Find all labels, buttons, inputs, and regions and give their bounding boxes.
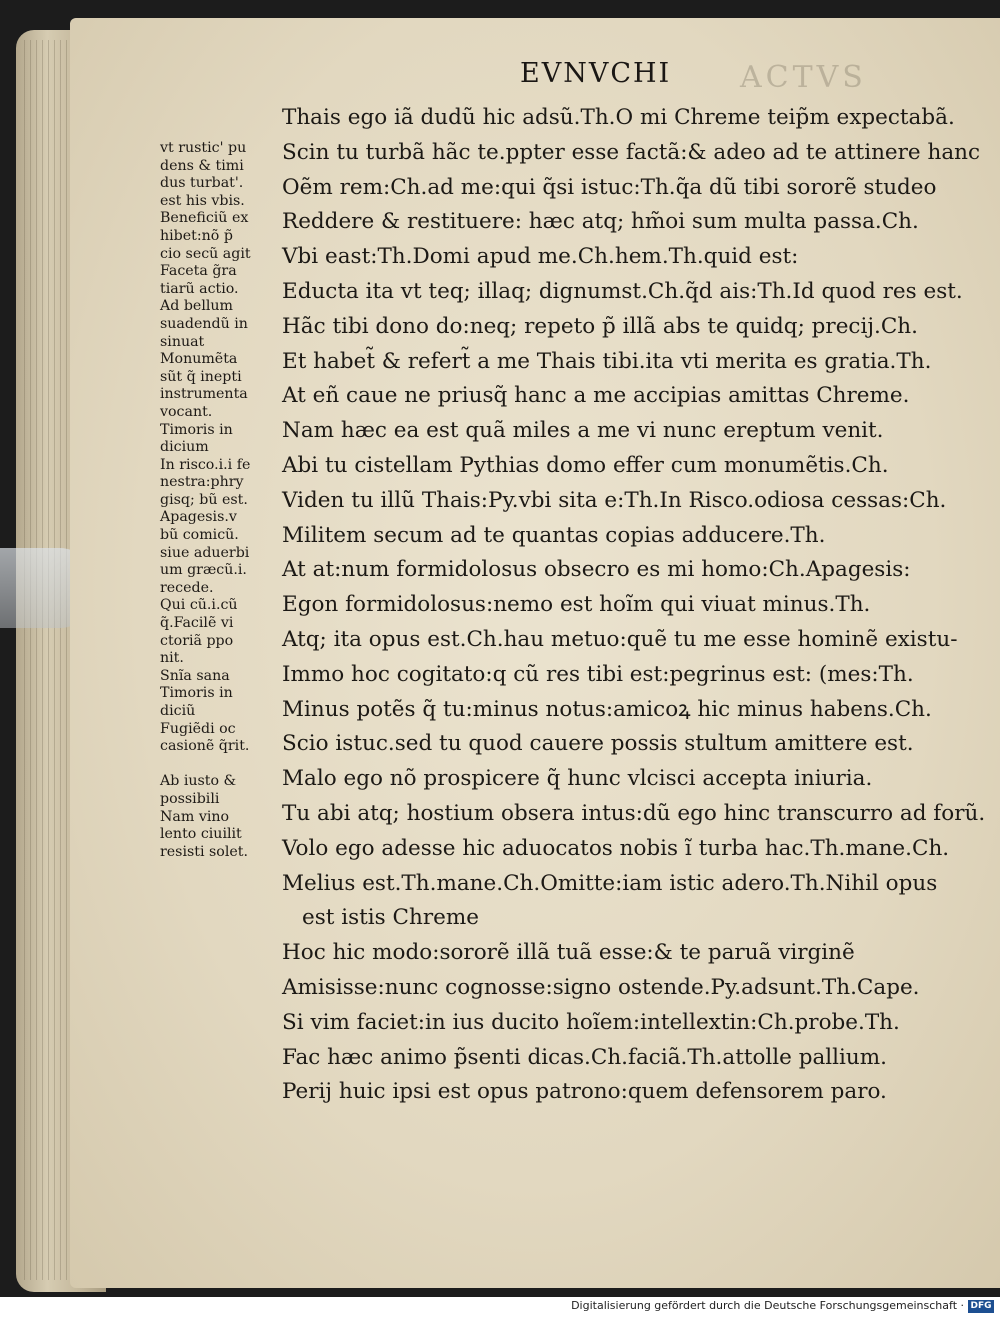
marginal-note-line: Ad bellum: [160, 298, 233, 315]
marginal-note-line: ctoriã ppo: [160, 632, 234, 649]
text-line: Tu abi atq; hostium obsera intus:dũ ego hinc transcurro ad forũ.: [282, 800, 986, 826]
marginal-note-line: um græcũ.i.: [160, 562, 247, 579]
main-text-column: [282, 101, 986, 1110]
marginal-note-line: [160, 756, 280, 774]
bleed-through-heading: ACTVS: [740, 60, 867, 95]
marginal-note-line: Timoris in: [160, 421, 233, 438]
text-line: Hoc hic modo:sororẽ illã tuã esse:& te paruã virginẽ: [282, 940, 855, 966]
marginal-note-line: Apagesis.v: [160, 509, 237, 526]
marginal-note-line: tiarũ actio.: [160, 280, 239, 297]
marginal-note-line: dens & timi: [160, 157, 244, 174]
marginal-note-line: Ab iusto &: [160, 773, 237, 790]
text-line: Scio istuc.sed tu quod cauere possis stultum amittere est.: [282, 731, 914, 757]
text-line: Perij huic ipsi est opus patrono:quem defensorem paro.: [282, 1079, 887, 1105]
text-line: Educta ita vt teq; illaq; dignumst.Ch.q̃d ais:Th.Id quod res est.: [282, 278, 963, 304]
marginalia-column: [160, 140, 280, 861]
marginal-note-line: cio secũ agit: [160, 245, 251, 262]
marginal-note-line: nestra:phry: [160, 474, 244, 491]
text-line: Amisisse:nunc cognosse:signo ostende.Py.adsunt.Th.Cape.: [282, 974, 920, 1000]
text-line: Volo ego adesse hic aduocatos nobis ĩ turba hac.Th.mane.Ch.: [282, 835, 950, 861]
marginal-note-line: bũ comicũ.: [160, 527, 239, 544]
text-line: est istis Chreme: [302, 905, 479, 931]
marginal-note-line: Monumẽta: [160, 351, 238, 368]
text-line: At at:num formidolosus obsecro es mi homo:Ch.Apagesis:: [282, 557, 911, 583]
marginal-note-line: dus turbat'.: [160, 175, 244, 192]
marginal-note-line: Timoris in: [160, 685, 233, 702]
marginal-note-line: Faceta g̃ra: [160, 263, 237, 280]
marginal-note-line: diciũ: [160, 703, 196, 719]
text-line: Viden tu illũ Thais:Py.vbi sita e:Th.In Risco.odiosa cessas:Ch.: [282, 487, 947, 513]
marginal-note-line: Fugiẽdi oc: [160, 720, 236, 737]
marginal-note-line: instrumenta: [160, 386, 248, 403]
marginal-note-line: possibili: [160, 790, 220, 807]
marginal-note-line: resisti solet.: [160, 843, 248, 860]
text-line: Reddere & restituere: hæc atq; hm̃oi sum multa passa.Ch.: [282, 209, 919, 235]
text-line: Nam hæc ea est quã miles a me vi nunc ereptum venit.: [282, 418, 884, 444]
marginal-note-line: est his vbis.: [160, 192, 245, 209]
text-line: Minus potẽs q̃ tu:minus notus:amicoꝝ hic minus habens.Ch.: [282, 696, 932, 722]
text-line: Militem secum ad te quantas copias adducere.Th.: [282, 522, 826, 548]
marginal-note-line: Nam vino: [160, 808, 230, 825]
page-header: EVNVCHI: [520, 58, 672, 89]
marginal-note-line: q̃.Facilẽ vi: [160, 615, 234, 632]
marginal-note-line: sinuat: [160, 333, 205, 350]
text-line: Fac hæc animo p̃senti dicas.Ch.faciã.Th.attolle pallium.: [282, 1044, 888, 1070]
marginal-note-line: hibet:nõ p̃: [160, 227, 233, 244]
marginal-note-line: lento ciuilit: [160, 826, 242, 843]
marginal-note-line: dicium: [160, 439, 209, 456]
dfg-logo: DFG: [968, 1300, 994, 1313]
marginal-note-line: In risco.i.i fe: [160, 456, 251, 473]
text-line: Si vim faciet:in ius ducito hoĩem:intellextin:Ch.probe.Th.: [282, 1009, 900, 1035]
text-line: Atq; ita opus est.Ch.hau metuo:quẽ tu me esse hominẽ existu-: [282, 626, 958, 652]
marginal-note-line: vt rustic' pu: [160, 140, 247, 156]
text-line: Abi tu cistellam Pythias domo effer cum monumẽtis.Ch.: [282, 452, 889, 478]
marginal-note-line: Qui cũ.i.cũ: [160, 597, 238, 614]
marginal-note-line: nit.: [160, 650, 184, 667]
text-line: Egon formidolosus:nemo est hoĩm qui viuat minus.Th.: [282, 592, 871, 618]
text-line: Malo ego nõ prospicere q̃ hunc vlcisci accepta iniuria.: [282, 766, 873, 792]
marginal-note-line: Snĩa sana: [160, 667, 230, 684]
text-line: Et habet̃ & refert̃ a me Thais tibi.ita vti merita es gratia.Th.: [282, 348, 932, 374]
marginal-note-line: gisq; bũ est.: [160, 491, 248, 508]
marginal-note-line: recede.: [160, 579, 214, 596]
marginal-note-line: suadendũ in: [160, 315, 248, 332]
marginal-note-line: vocant.: [160, 403, 213, 420]
text-line: Melius est.Th.mane.Ch.Omitte:iam istic adero.Th.Nihil opus: [282, 870, 938, 896]
marginal-note-line: sũt q̃ inepti: [160, 368, 242, 385]
text-line: Thais ego iã dudũ hic adsũ.Th.O mi Chreme teip̃m expectabã.: [282, 105, 955, 130]
text-line: Immo hoc cogitato:q cũ res tibi est:pegrinus est: (mes:Th.: [282, 661, 914, 687]
text-line: At eñ caue ne priusq̃ hanc a me accipias amittas Chreme.: [282, 383, 910, 409]
text-line: Scin tu turbã hãc te.ppter esse factã:& adeo ad te attinere hanc: [282, 139, 981, 165]
digitization-credit: Digitalisierung gefördert durch die Deutsche Forschungsgemeinschaft ·: [571, 1299, 964, 1312]
marginal-note-line: siue aduerbi: [160, 544, 250, 561]
text-line: Vbi east:Th.Domi apud me.Ch.hem.Th.quid est:: [282, 244, 799, 270]
marginal-note-line: casionẽ q̃rit.: [160, 738, 250, 755]
marginal-note-line: Beneficiũ ex: [160, 210, 249, 227]
text-line: Hãc tibi dono do:neq; repeto p̃ illã abs te quidq; precij.Ch.: [282, 313, 918, 339]
text-line: Oẽm rem:Ch.ad me:qui q̃si istuc:Th.q̃a dũ tibi sororẽ studeo: [282, 174, 937, 200]
